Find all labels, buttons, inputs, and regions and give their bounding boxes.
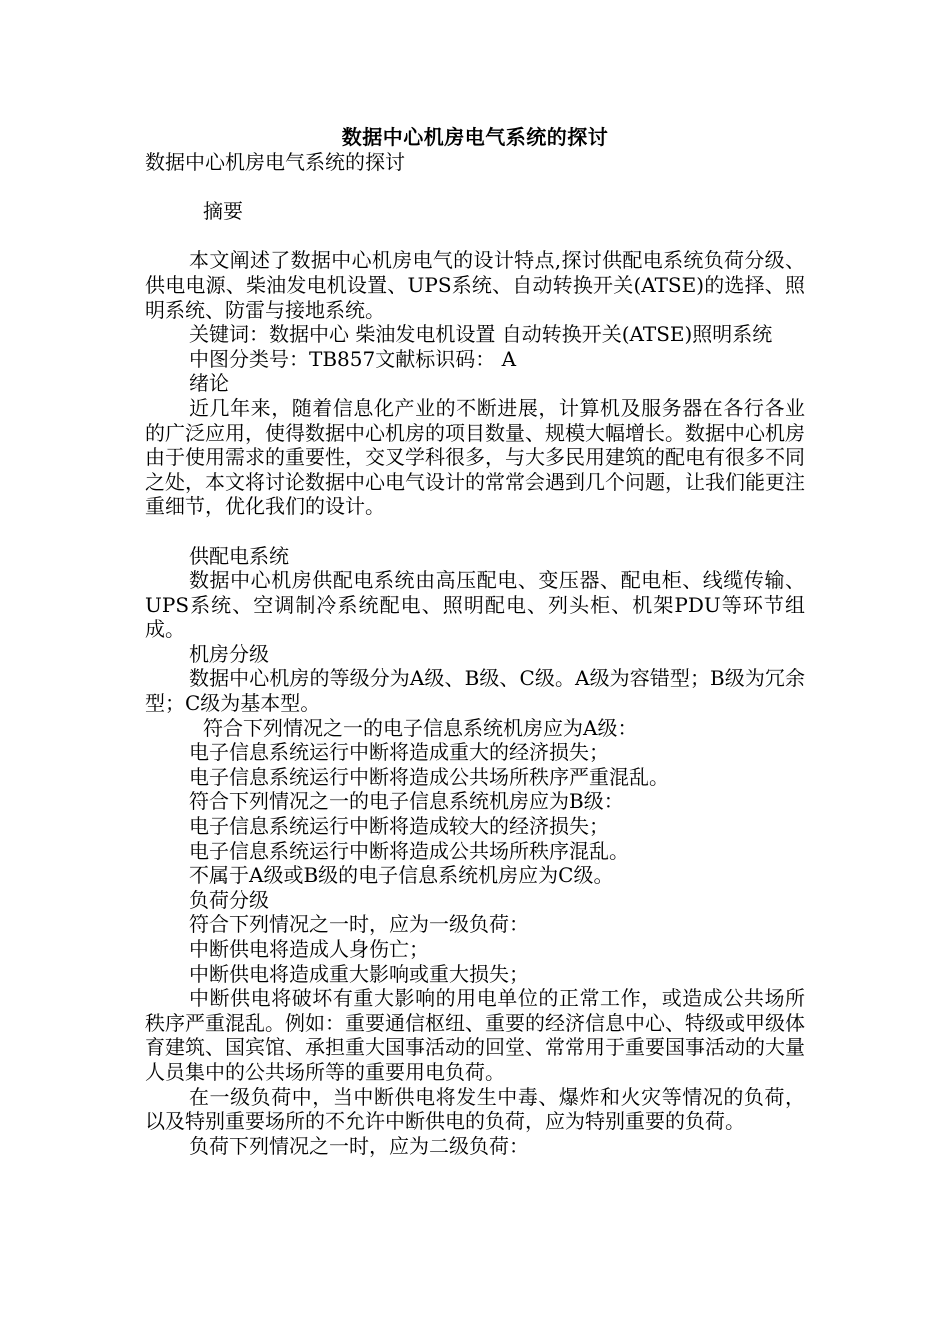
paragraph-special-load: 在一级负荷中，当中断供电将发生中毒、爆炸和火灾等情况的负荷，以及特别重要场所的不允许中断供电的负荷，应为特别重要的负荷。 (145, 1084, 805, 1134)
paragraph-level2-intro: 负荷下列情况之一时，应为二级负荷： (189, 1133, 529, 1158)
paragraph-level1-item-3: 中断供电将破坏有重大影响的用电单位的正常工作，或造成公共场所秩序严重混乱。例如：重要通信枢纽、重要的经济信息中心、特级或甲级体育建筑、国宾馆、承担重大国事活动的回堂、常常用于重要国事活动的大量人员集中的公共场所等的重要用电负荷。 (145, 986, 805, 1084)
paragraph-grade-b-item-2: 电子信息系统运行中断将造成公共场所秩序混乱。 (189, 838, 629, 863)
paragraph-power-supply: 数据中心机房供配电系统由高压配电、变压器、配电柜、线缆传输、UPS系统、空调制冷系统配电、照明配电、列头柜、机架PDU等环节组成。 (145, 568, 805, 642)
paragraph-grade-a-item-1: 电子信息系统运行中断将造成重大的经济损失； (189, 740, 609, 765)
paragraph-level1-intro: 符合下列情况之一时，应为一级负荷： (189, 912, 529, 937)
blank-line (145, 175, 805, 200)
paragraph-level1-item-1: 中断供电将造成人身伤亡； (189, 937, 429, 961)
paragraph-grade-a-item-2: 电子信息系统运行中断将造成公共场所秩序严重混乱。 (189, 764, 669, 789)
blank-line (145, 224, 805, 249)
blank-line (145, 519, 805, 544)
paragraph-grade-a-intro: 符合下列情况之一的电子信息系统机房应为A级： (203, 715, 638, 740)
heading-abstract: 摘要 (203, 199, 243, 224)
paragraph-subtitle: 数据中心机房电气系统的探讨 (145, 150, 405, 174)
paragraph-grade-b-intro: 符合下列情况之一的电子信息系统机房应为B级： (189, 789, 624, 814)
paragraph-grade-c: 不属于A级或B级的电子信息系统机房应为C级。 (189, 863, 614, 888)
heading-power-supply: 供配电系统 (189, 543, 289, 568)
paragraph-introduction: 近几年来，随着信息化产业的不断进展，计算机及服务器在各行各业的广泛应用，使得数据中心机房的项目数量、规模大幅增长。数据中心机房由于使用需求的重要性，交叉学科很多，与大多民用建筑的配电有很多不同之处，本文将讨论数据中心电气设计的常常会遇到几个问题，让我们能更注重细节，优化我们的设计。 (145, 395, 805, 519)
heading-load-grading: 负荷分级 (189, 887, 269, 912)
document-title: 数据中心机房电气系统的探讨 (341, 125, 609, 149)
paragraph-grade-b-item-1: 电子信息系统运行中断将造成较大的经济损失； (189, 814, 609, 839)
paragraph-level1-item-2: 中断供电将造成重大影响或重大损失； (189, 961, 529, 986)
heading-introduction: 绪论 (189, 371, 229, 396)
document-body (145, 150, 805, 1158)
paragraph-room-grading: 数据中心机房的等级分为A级、B级、C级。A级为容错型；B级为冗余型；C级为基本型。 (145, 666, 805, 716)
heading-room-grading: 机房分级 (189, 641, 269, 666)
paragraph-classification: 中图分类号：TB857文献标识码： A (189, 346, 517, 371)
paragraph-abstract: 本文阐述了数据中心机房电气的设计特点,探讨供配电系统负荷分级、供电电源、柴油发电机设置、UPS系统、自动转换开关(ATSE)的选择、照明系统、防雷与接地系统。 (145, 248, 805, 322)
paragraph-keywords: 关键词：数据中心 柴油发电机设置 自动转换开关(ATSE)照明系统 (189, 322, 773, 347)
